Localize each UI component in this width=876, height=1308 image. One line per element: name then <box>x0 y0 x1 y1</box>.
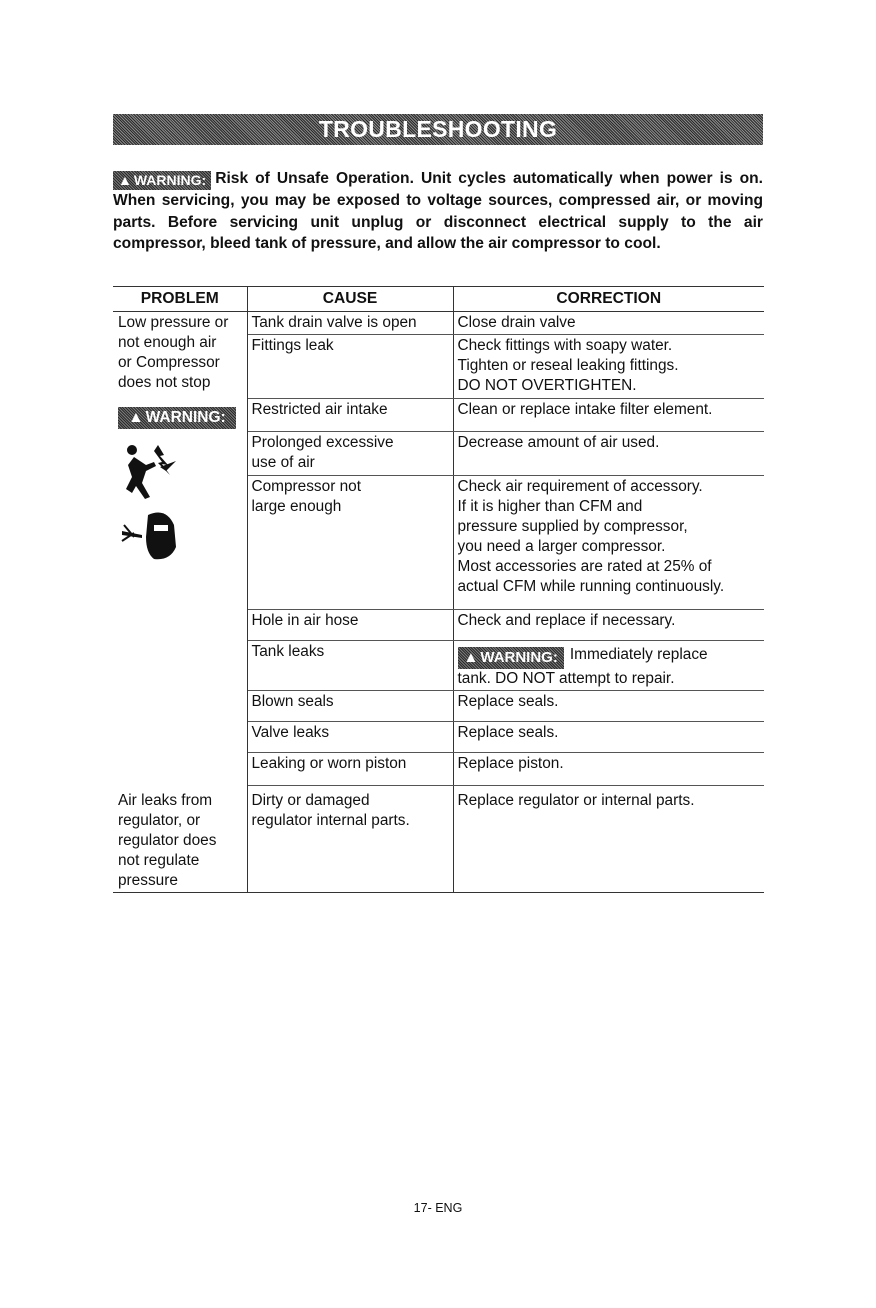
warning-paragraph <box>113 168 763 255</box>
correction-line: pressure supplied by compressor, <box>457 518 688 535</box>
correction-line: Most accessories are rated at 25% of <box>457 558 712 575</box>
page-number: 17- ENG <box>413 1201 463 1215</box>
cause-cell <box>247 399 453 432</box>
correction-cell <box>453 691 764 722</box>
cause-line: Hole in air hose <box>251 612 359 629</box>
troubleshooting-table <box>113 286 764 893</box>
cause-cell <box>247 312 453 335</box>
page-title: TROUBLESHOOTING <box>318 116 558 142</box>
correction-line: ▲ WARNING: Immediately replace <box>458 645 761 669</box>
cause-cell <box>247 432 453 476</box>
correction-cell <box>453 610 764 641</box>
problem-header: PROBLEM <box>113 287 247 312</box>
warning-badge: ▲ WARNING: <box>118 407 236 429</box>
cause-cell <box>247 786 453 893</box>
correction-line: If it is higher than CFM and <box>457 498 643 515</box>
correction-cell <box>453 399 764 432</box>
cause-line: Tank drain valve is open <box>251 314 417 331</box>
correction-line: Check and replace if necessary. <box>457 612 676 629</box>
electric-shock-icon <box>120 443 180 503</box>
cause-cell <box>247 753 453 786</box>
problem-line: regulator does <box>118 831 217 849</box>
warning-badge <box>113 171 211 190</box>
cause-cell <box>247 476 453 610</box>
correction-cell <box>453 641 764 691</box>
warning-triangle-icon: ▲ <box>463 649 479 666</box>
correction-line: tank. DO NOT attempt to repair. <box>457 670 675 687</box>
problem-line: pressure <box>118 871 178 889</box>
table-header-row <box>113 287 764 312</box>
cause-line: Blown seals <box>251 693 334 710</box>
cause-line: Fittings leak <box>251 337 334 354</box>
problem-line: not enough air <box>118 334 217 351</box>
correction-line: actual CFM while running continuously. <box>457 578 725 595</box>
problem-cell <box>113 786 247 893</box>
warning-badge-label: WARNING: <box>133 172 207 188</box>
correction-line: Decrease amount of air used. <box>457 434 660 451</box>
correction-line: Clean or replace intake filter element. <box>457 401 713 418</box>
correction-line: Replace seals. <box>457 724 559 741</box>
problem-line: Air leaks from <box>118 791 213 809</box>
cause-line: Valve leaks <box>251 724 330 741</box>
cause-line: regulator internal parts. <box>251 812 410 829</box>
problem-line: or Compressor <box>118 354 220 371</box>
problem-cell <box>113 312 247 786</box>
correction-header: CORRECTION <box>453 287 764 312</box>
problem-line: Low pressure or <box>118 314 229 331</box>
cause-line: Compressor not <box>251 478 361 495</box>
cause-line: Leaking or worn piston <box>251 755 407 772</box>
cause-cell <box>247 691 453 722</box>
correction-cell <box>453 786 764 893</box>
section-title-bar <box>113 114 763 145</box>
correction-line: Close drain valve <box>457 314 576 331</box>
correction-line: Check air requirement of accessory. <box>457 478 703 495</box>
cause-cell <box>247 610 453 641</box>
correction-cell <box>453 753 764 786</box>
correction-line: Tighten or reseal leaking fittings. <box>457 357 679 374</box>
cause-line: Tank leaks <box>251 643 325 660</box>
correction-cell <box>453 312 764 335</box>
cause-cell <box>247 641 453 691</box>
correction-cell <box>453 335 764 399</box>
problem-line: regulator, or <box>118 811 201 829</box>
correction-line: Replace regulator or internal parts. <box>457 792 695 809</box>
table-row <box>113 312 764 335</box>
warning-triangle-icon: ▲ <box>128 409 144 426</box>
correction-line: Check fittings with soapy water. <box>457 337 673 354</box>
warning-badge: ▲ WARNING: <box>458 647 564 669</box>
cause-line: large enough <box>251 498 342 515</box>
cause-cell <box>247 335 453 399</box>
correction-line: Replace seals. <box>457 693 559 710</box>
cause-line: Dirty or damaged <box>251 792 370 809</box>
problem-line: not regulate <box>118 851 200 869</box>
correction-cell <box>453 722 764 753</box>
cause-header: CAUSE <box>247 287 453 312</box>
correction-line: Replace piston. <box>457 755 564 772</box>
correction-cell <box>453 476 764 610</box>
problem-line: does not stop <box>118 374 211 391</box>
cause-cell <box>247 722 453 753</box>
warning-text: Risk of Unsafe Operation. Unit cycles automatically when power is on. When servicing, you may be exposed to voltage sources, compressed air, or moving parts. Before servicing unit unplug or disconnect electrical supply to the air compressor, bleed tank of pressure, and allow the air compressor to cool. <box>113 170 763 253</box>
cause-line: Restricted air intake <box>251 401 388 418</box>
warning-triangle-icon: ▲ <box>118 172 132 188</box>
correction-line: DO NOT OVERTIGHTEN. <box>457 377 637 394</box>
table-row <box>113 786 764 893</box>
welding-mask-icon <box>120 507 180 563</box>
correction-cell <box>453 432 764 476</box>
cause-line: Prolonged excessive <box>251 434 394 451</box>
cause-line: use of air <box>251 454 315 471</box>
correction-line: you need a larger compressor. <box>457 538 666 555</box>
